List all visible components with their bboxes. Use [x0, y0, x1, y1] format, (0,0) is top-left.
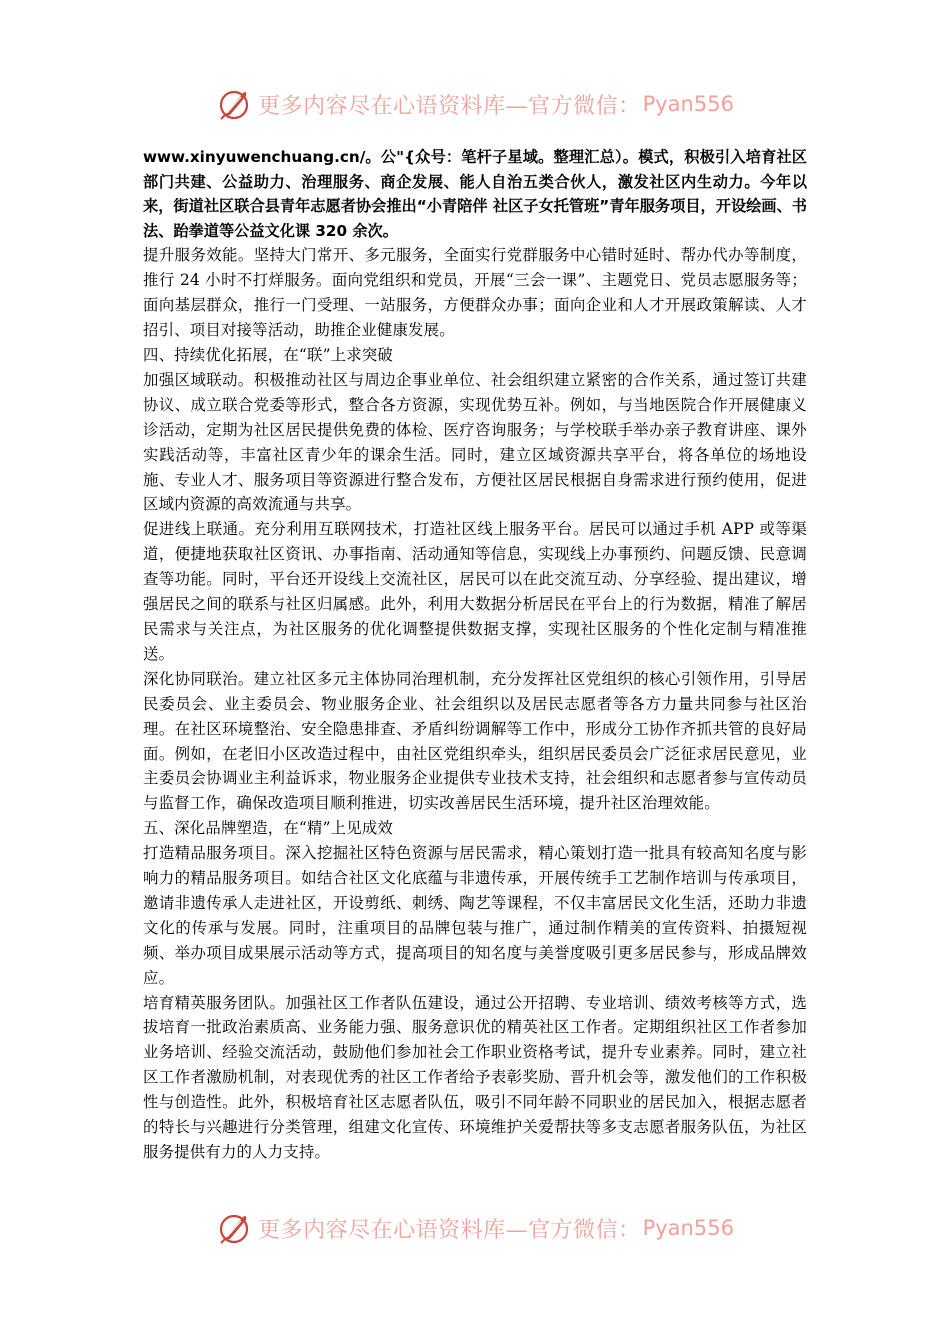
paragraph-elite-team: 培育精英服务团队。加强社区工作者队伍建设，通过公开招聘、专业培训、绩效考核等方式，选拔培育一批政治素质高、业务能力强、服务意识优的精英社区工作者。定期组织社区工作者参加业务培训、经验交流活动，鼓励他们参加社会工作职业资格考试，提升专业素养。同时，建立社区工作者激励机制，对表现优秀的社区工作者给予表彰奖励、晋升机会等，激发他们的工作积极性与创造性。此外，积极培育社区志愿者队伍，吸引不同年龄不同职业的居民加入，根据志愿者的特长与兴趣进行分类管理，组建文化宣传、环境维护关爱帮扶等多支志愿者服务队伍，为社区服务提供有力的人力支持。	[143, 993, 807, 1161]
paragraph-online-connectivity: 促进线上联通。充分利用互联网技术，打造社区线上服务平台。居民可以通过手机 APP 或等渠道，便捷地获取社区资讯、办事指南、活动通知等信息，实现线上办事预约、问题反馈、民意调查等功能。同时，平台还开设线上交流社区，居民可以在此交流互动、分享经验、提出建议，增强居民之间的联系与社区归属感。此外，利用大数据分析居民在平台上的行为数据，精准了解居民需求与关注点，为社区服务的优化调整提供数据支撑，实现社区服务的个性化定制与精准推送。	[143, 520, 807, 663]
watermark-wechat-id: Pyan556	[642, 92, 734, 116]
quill-pen-logo-icon	[216, 86, 252, 122]
watermark-banner-bottom	[0, 1206, 950, 1250]
paragraph-regional-linkage: 加强区域联动。积极推动社区与周边企事业单位、社会组织建立紧密的合作关系，通过签订共建协议、成立联合党委等形式，整合各方资源，实现优势互补。例如，与当地医院合作开展健康义诊活动，定期为社区居民提供免费的体检、医疗咨询服务；与学校联手举办亲子教育讲座、课外实践活动等，丰富社区青少年的课余生活。同时，建立区域资源共享平台，将各单位的场地设施、专业人才、服务项目等资源进行整合发布，方便社区居民根据自身需求进行预约使用，促进区域内资源的高效流通与共享。	[143, 370, 807, 514]
watermark-text: 更多内容尽在心语资料库—官方微信：	[258, 1217, 641, 1243]
watermark-wechat-id: Pyan556	[642, 1216, 734, 1240]
paragraph-quality-projects: 打造精品服务项目。深入挖掘社区特色资源与居民需求，精心策划打造一批具有较高知名度与影响力的精品服务项目。如结合社区文化底蕴与非遗传承，开展传统手工艺制作培训与传承项目，邀请非遗传承人走进社区，开设剪纸、刺绣、陶艺等课程，不仅丰富居民文化生活，还助力非遗文化的传承与发展。同时，注重项目的品牌包装与推广，通过制作精美的宣传资料、拍摄短视频、举办项目成果展示活动等方式，提高项目的知名度与美誉度吸引更多居民参与，形成品牌效应。	[143, 844, 807, 987]
paragraph-service-efficiency: 提升服务效能。坚持大门常开、多元服务，全面实行党群服务中心错时延时、帮办代办等制度，推行 24 小时不打烊服务。面向党组织和党员，开展“三会一课”、主题党日、党员志愿服务等；面向基层群众，推行一门受理、一站服务，方便群众办事；面向企业和人才开展政策解读、人才招引、项目对接等活动，助推企业健康发展。	[143, 246, 807, 340]
quill-pen-logo-icon	[216, 1210, 252, 1246]
watermark-text: 更多内容尽在心语资料库—官方微信：	[258, 93, 641, 119]
intro-bold-paragraph: www.xinyuwenchuang.cn/。公"{众号：笔杆子星域。整理汇总）。模式，积极引入培育社区部门共建、公益助力、治理服务、商企发展、能人自治五类合伙人，激发社区内生动力。今年以来，街道社区联合县青年志愿者协会推出“小青陪伴 社区子女托管班”青年服务项目，开设绘画、书法、跆拳道等公益文化课 320 余次。	[143, 148, 807, 240]
section-heading-4: 四、持续优化拓展，在“联”上求突破	[143, 346, 393, 364]
section-heading-5: 五、深化品牌塑造，在“精”上见成效	[143, 819, 393, 838]
document-body	[143, 145, 807, 1165]
paragraph-collaborative-governance: 深化协同联治。建立社区多元主体协同治理机制，充分发挥社区党组织的核心引领作用，引导居民委员会、业主委员会、物业服务企业、社会组织以及居民志愿者等各方力量共同参与社区治理。在社区环境整治、安全隐患排查、矛盾纠纷调解等工作中，形成分工协作齐抓共管的良好局面。例如，在老旧小区改造过程中，由社区党组织牵头，组织居民委员会广泛征求居民意见，业主委员会协调业主利益诉求，物业服务企业提供专业技术支持，社会组织和志愿者参与宣传动员与监督工作，确保改造项目顺利推进，切实改善居民生活环境，提升社区治理效能。	[143, 669, 807, 813]
watermark-banner-top	[0, 82, 950, 126]
